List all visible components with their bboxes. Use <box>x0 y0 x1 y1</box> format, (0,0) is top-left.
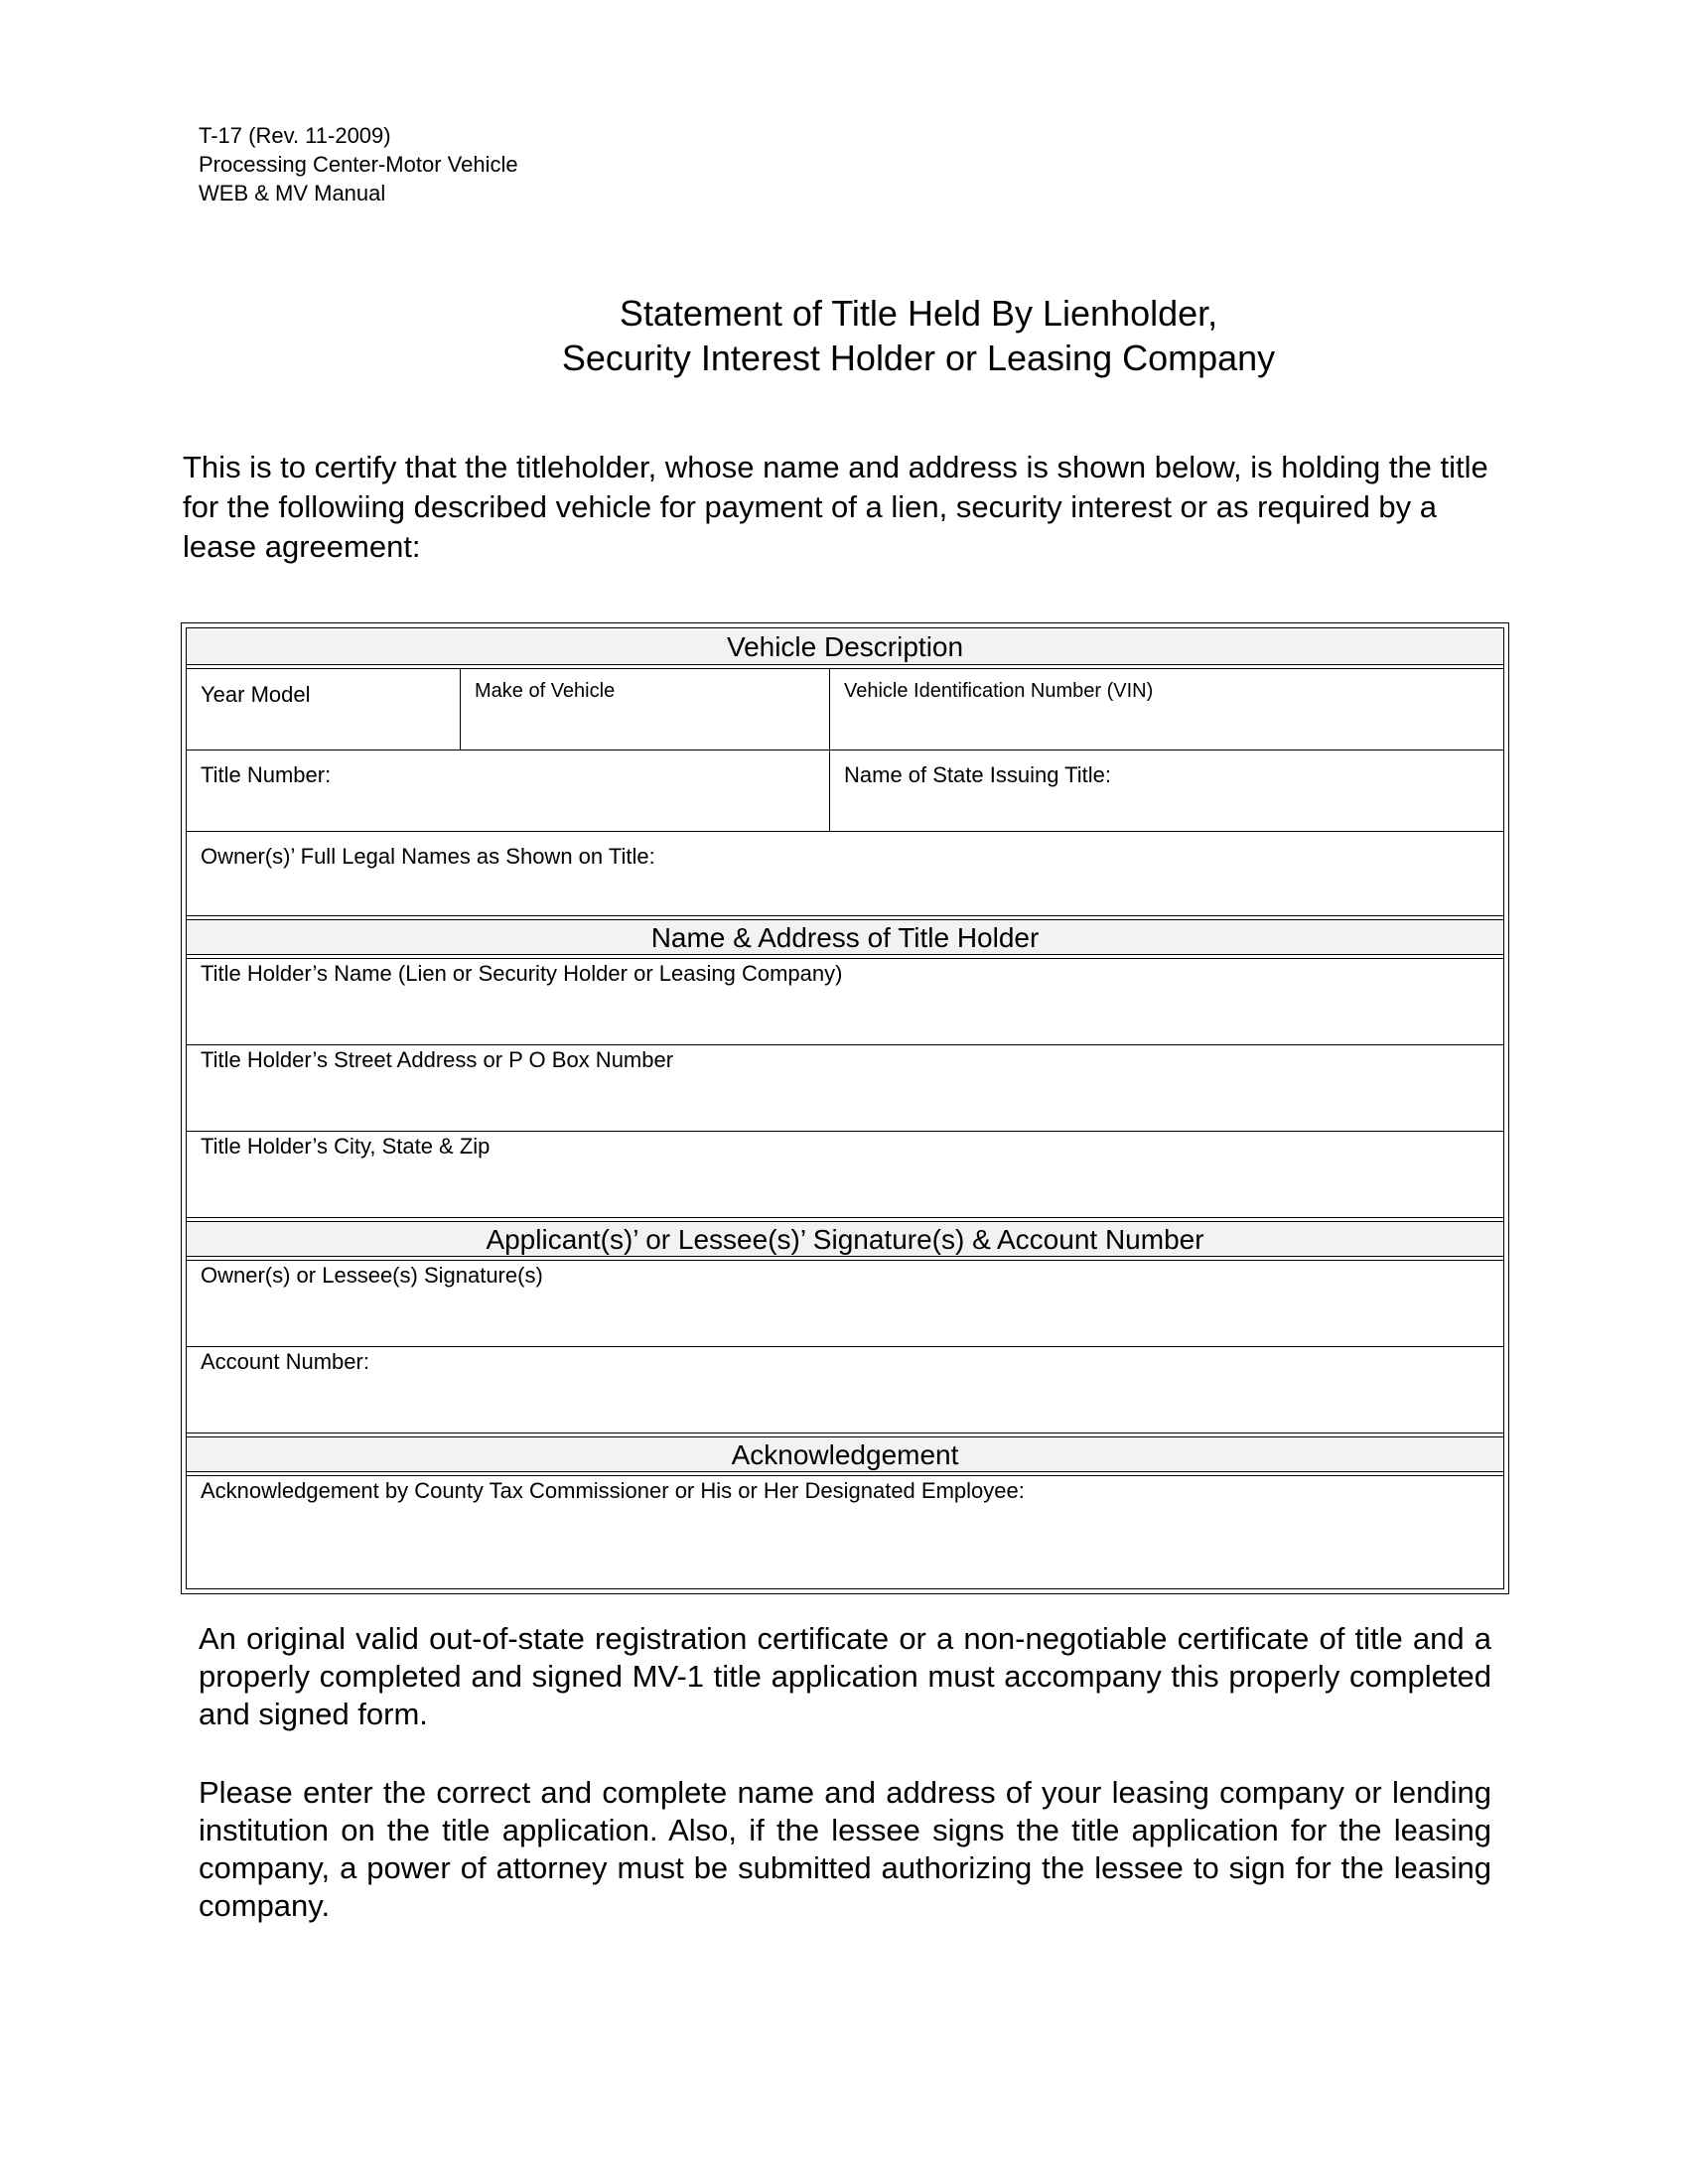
distribution-line-1: Processing Center-Motor Vehicle <box>199 152 518 177</box>
acknowledgement-heading: Acknowledgement <box>187 1437 1503 1471</box>
holder-name-label: Title Holder’s Name (Lien or Security Holder or Leasing Company) <box>201 961 843 986</box>
account-number-field[interactable] <box>187 1347 1503 1433</box>
form-grid <box>186 627 1504 1589</box>
holder-street-label: Title Holder’s Street Address or P O Box Number <box>201 1047 674 1072</box>
owners-names-label: Owner(s)’ Full Legal Names as Shown on Title: <box>201 844 655 869</box>
holder-street-field[interactable] <box>187 1045 1503 1131</box>
year-model-label: Year Model <box>201 682 311 707</box>
year-model-field[interactable] <box>187 668 460 750</box>
distribution-line-2: WEB & MV Manual <box>199 181 386 205</box>
footer-paragraph-1: An original valid out-of-state registration certificate or a non-negotiable certificate of title and a properly completed and signed MV-1 title application must accompany this properly completed and signed form. <box>199 1621 1491 1731</box>
title-line-2: Security Interest Holder or Leasing Company <box>561 338 1276 378</box>
make-of-vehicle-label: Make of Vehicle <box>475 680 616 702</box>
holder-city-label: Title Holder’s City, State & Zip <box>201 1134 491 1159</box>
title-number-label: Title Number: <box>201 762 332 787</box>
acknowledgement-label: Acknowledgement by County Tax Commissioner or His or Her Designated Employee: <box>201 1478 1025 1503</box>
holder-city-field[interactable] <box>187 1132 1503 1217</box>
acknowledgement-field[interactable] <box>187 1476 1503 1588</box>
page-title <box>0 291 1688 380</box>
vehicle-description-heading: Vehicle Description <box>187 628 1503 664</box>
signature-heading: Applicant(s)’ or Lessee(s)’ Signature(s) & Account Number <box>187 1222 1503 1256</box>
vin-label: Vehicle Identification Number (VIN) <box>844 680 1154 702</box>
make-of-vehicle-field[interactable] <box>461 668 829 750</box>
signature-label: Owner(s) or Lessee(s) Signature(s) <box>201 1263 543 1288</box>
title-holder-heading: Name & Address of Title Holder <box>187 920 1503 954</box>
certification-statement: This is to certify that the titleholder, whose name and address is shown below, is holding the title for the followiing described vehicle for payment of a lien, security interest or as required by a lease agreement: <box>183 450 1488 564</box>
form-header <box>199 121 518 207</box>
signature-field[interactable] <box>187 1261 1503 1346</box>
issuing-state-field[interactable] <box>830 751 1503 831</box>
holder-name-field[interactable] <box>187 959 1503 1044</box>
account-number-label: Account Number: <box>201 1349 369 1374</box>
title-number-field[interactable] <box>187 751 829 831</box>
form-number: T-17 (Rev. 11-2009) <box>199 123 391 148</box>
footer-paragraph-2: Please enter the correct and complete name and address of your leasing company or lending institution on the title application. Also, if the lessee signs the title application for the leasing company, a power of attorney must be submitted authorizing the lessee to sign for the leasing company. <box>199 1775 1491 1923</box>
statement-form <box>181 622 1509 1594</box>
title-line-1: Statement of Title Held By Lienholder, <box>619 293 1218 334</box>
vin-field[interactable] <box>830 668 1503 750</box>
owners-names-field[interactable] <box>187 832 1503 915</box>
issuing-state-label: Name of State Issuing Title: <box>844 762 1112 787</box>
